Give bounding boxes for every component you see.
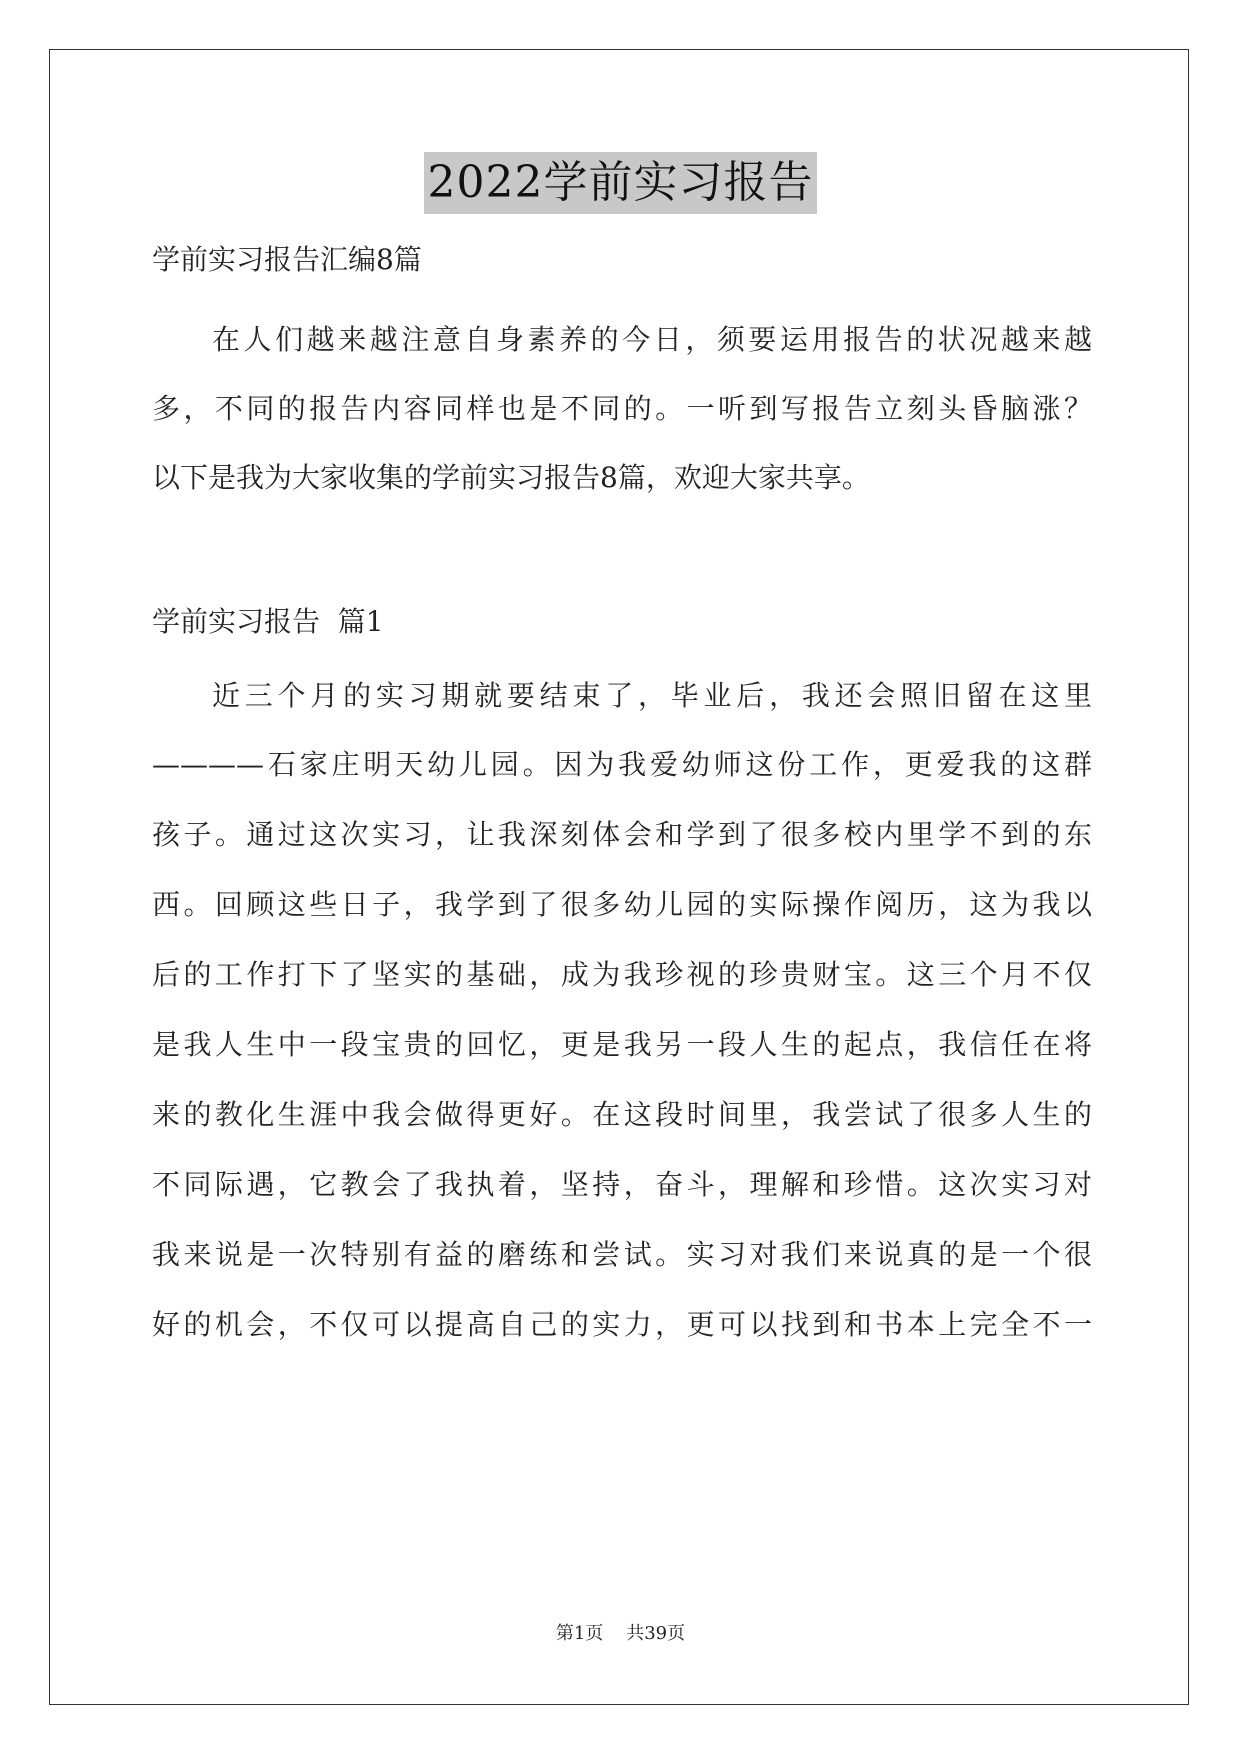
section-heading: 学前实习报告 篇1 (152, 605, 384, 638)
body-line: 不同际遇，它教会了我执着，坚持，奋斗，理解和珍惜。这次实习对 (152, 1168, 1092, 1201)
body-line: 是我人生中一段宝贵的回忆，更是我另一段人生的起点，我信任在将 (152, 1028, 1092, 1061)
document-title: 2022学前实习报告 (424, 152, 818, 214)
body-line: 好的机会，不仅可以提高自己的实力，更可以找到和书本上完全不一 (152, 1308, 1092, 1341)
body-line: 来的教化生涯中我会做得更好。在这段时间里，我尝试了很多人生的 (152, 1098, 1092, 1131)
body-line: ————石家庄明天幼儿园。因为我爱幼师这份工作，更爱我的这群 (152, 748, 1092, 781)
title-container (0, 152, 1241, 214)
body-line: 孩子。通过这次实习，让我深刻体会和学到了很多校内里学不到的东 (152, 818, 1092, 851)
page-border (49, 49, 1189, 1705)
body-line: 西。回顾这些日子，我学到了很多幼儿园的实际操作阅历，这为我以 (152, 888, 1092, 921)
document-subtitle: 学前实习报告汇编8篇 (152, 243, 422, 276)
body-line: 后的工作打下了坚实的基础，成为我珍视的珍贵财宝。这三个月不仅 (152, 958, 1092, 991)
page-number: 第1页 共39页 (555, 1623, 686, 1644)
body-line: 我来说是一次特别有益的磨练和尝试。实习对我们来说真的是一个很 (152, 1238, 1092, 1271)
page-footer (0, 1622, 1241, 1646)
intro-line: 在人们越来越注意自身素养的今日，须要运用报告的状况越来越 (212, 323, 1092, 356)
intro-line: 以下是我为大家收集的学前实习报告8篇，欢迎大家共享。 (152, 461, 870, 494)
intro-line: 多，不同的报告内容同样也是不同的。一听到写报告立刻头昏脑涨？ (152, 392, 1092, 425)
body-line: 近三个月的实习期就要结束了，毕业后，我还会照旧留在这里 (212, 679, 1092, 712)
